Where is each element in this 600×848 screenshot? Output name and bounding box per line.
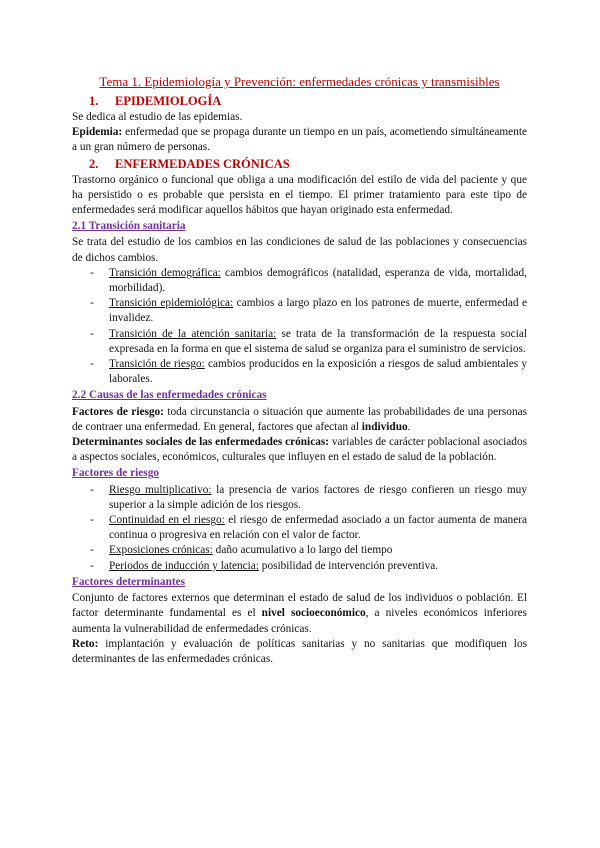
list-item: - Transición epidemiológica: cambios a largo plazo en los patrones de muerte, enfermedad e invalidez. [90, 297, 527, 325]
list-item: - Transición de riesgo: cambios producidos en la exposición a riesgos de salud ambientales y laborales. [90, 358, 527, 386]
list-item: - Exposiciones crónicas: daño acumulativo a lo largo del tiempo [90, 544, 393, 557]
list-item: - Riesgo multiplicativo: la presencia de varios factores de riesgo confieren un riesgo muy superior a la simple adición de los riesgos. [90, 483, 527, 511]
paragraph: Se dedica al estudio de las epidemias. [72, 111, 243, 123]
definition-determinantes-sociales: Determinantes sociales de las enfermedades crónicas: variables de carácter poblacional asociados a aspectos sociales, económicos, culturales que influyen en el estado de salud de la población. [72, 436, 527, 464]
document-body [72, 73, 527, 667]
transicion-list [72, 266, 527, 388]
list-item: - Transición demográfica: cambios demográficos (natalidad, esperanza de vida, mortalidad, morbilidad). [90, 266, 527, 295]
definition-reto: Reto: implantación y evaluación de políticas sanitarias y no sanitarias que modifiquen los determinantes de las enfermedades crónicas. [72, 637, 527, 665]
list-item: - Periodos de inducción y latencia: posibilidad de intervención preventiva. [90, 559, 439, 572]
subsection-heading-causas: 2.2 Causas de las enfermedades crónicas [72, 389, 267, 402]
subheading-factores-determinantes: Factores determinantes [72, 575, 186, 588]
list-item: - Continuidad en el riesgo: el riesgo de enfermedad asociado a un factor aumenta de manera continua o progresiva en relación con el valor de factor. [90, 514, 527, 542]
factores-riesgo-list [72, 483, 527, 574]
paragraph: Se trata del estudio de los cambios en las condiciones de salud de las poblaciones y consecuencias de dichos cambios. [72, 236, 527, 264]
subsection-heading-transicion-sanitaria: 2.1 Transición sanitaria [72, 220, 186, 233]
paragraph: Trastorno orgánico o funcional que obliga a una modificación del estilo de vida del paciente y que ha persistido o es probable que persista en el tiempo. El primer tratamiento para este tipo de enfermedades será modificar aquellos hábitos que hayan originado esta enfermedad. [72, 173, 527, 217]
subheading-factores-riesgo: Factores de riesgo [72, 467, 159, 480]
section-heading-enfermedades-cronicas: 2. ENFERMEDADES CRÓNICAS [89, 156, 290, 171]
page-title: Tema 1. Epidemiología y Prevención: enfermedades crónicas y transmisibles [99, 74, 500, 89]
list-item: - Transición de la atención sanitaria: se trata de la transformación de la respuesta social expresada en la forma en que el sistema de salud se organiza para el suministro de servicios. [90, 327, 527, 355]
paragraph: Conjunto de factores externos que determinan el estado de salud de los individuos o población. El factor determinante fundamental es el nivel socioeconómico, a niveles económicos inferiores aumenta la vulnerabilidad de enfermedades crónicas. [72, 592, 527, 635]
definition-epidemia: Epidemia: enfermedad que se propaga durante un tiempo en un país, acometiendo simultáneamente a un gran número de personas. [72, 126, 527, 154]
section-heading-epidemiologia: 1. EPIDEMIOLOGÍA [89, 94, 222, 108]
definition-factores-riesgo: Factores de riesgo: toda circunstancia o situación que aumente las probabilidades de una personas de contraer una enfermedad. En general, factores que afectan al individuo. [72, 405, 527, 433]
